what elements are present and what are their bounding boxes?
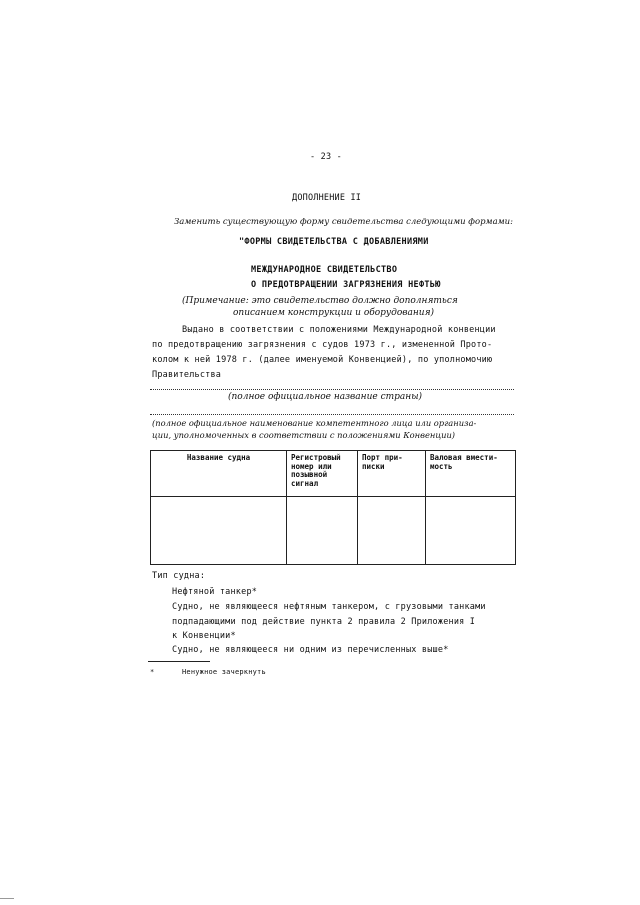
body-line-1: Выдано в соответствии с положениями Международной конвенции	[182, 325, 496, 335]
cell-ship-name	[151, 497, 287, 565]
certificate-title-line-1: МЕЖДУНАРОДНОЕ СВИДЕТЕЛЬСТВО	[251, 265, 398, 275]
body-line-2: по предотвращению загрязнения с судов 1973 г., измененной Прото-	[152, 340, 493, 350]
ship-type-label: Тип судна:	[152, 571, 206, 581]
ship-type-item: подпадающими под действие пункта 2 правила 2 Приложения I	[172, 617, 476, 627]
ship-type-item: к Конвенции*	[172, 631, 236, 641]
ship-type-item: Судно, не являющееся ни одним из перечисленных выше*	[172, 645, 449, 655]
ship-particulars-table	[150, 450, 516, 565]
body-line-3: колом к ней 1978 г. (далее именуемой Конвенцией), по уполномочию	[152, 355, 493, 365]
footnote-text: Ненужное зачеркнуть	[182, 668, 266, 676]
table-row	[151, 497, 516, 565]
certificate-title-line-2: О ПРЕДОТВРАЩЕНИИ ЗАГРЯЗНЕНИЯ НЕФТЬЮ	[251, 280, 441, 290]
cell-port-of-registry	[358, 497, 426, 565]
note-line-2: описанием конструкции и оборудования)	[233, 308, 435, 318]
country-blank-line	[150, 389, 514, 390]
body-line-4: Правительства	[152, 370, 222, 380]
note-line-1: (Примечание: это свидетельство должно дополняться	[182, 296, 458, 306]
organization-caption-line-2: ции, уполномоченных в соответствии с положениями Конвенции)	[152, 430, 456, 440]
replacement-instruction: Заменить существующую форму свидетельства следующими формами:	[174, 217, 514, 227]
header-port-of-registry: Порт при- писки	[358, 451, 426, 497]
cell-gross-tonnage	[426, 497, 516, 565]
appendix-heading: ДОПОЛНЕНИЕ II	[292, 193, 362, 203]
forms-title: "ФОРМЫ СВИДЕТЕЛЬСТВА С ДОБАВЛЕНИЯМИ	[239, 237, 429, 247]
ship-type-item: Судно, не являющееся нефтяным танкером, с грузовыми танками	[172, 602, 486, 612]
footnote-mark: *	[150, 668, 155, 676]
header-ship-name: Название судна	[151, 451, 287, 497]
cell-registry-number	[287, 497, 358, 565]
page-number: - 23 -	[310, 152, 342, 162]
country-caption: (полное официальное название страны)	[228, 392, 423, 402]
header-registry-number: Регистровый номер или позывной сигнал	[287, 451, 358, 497]
footnote-divider	[148, 661, 210, 662]
organization-blank-line	[150, 414, 514, 415]
ship-type-item: Нефтяной танкер*	[172, 587, 258, 597]
table-header-row	[151, 451, 516, 497]
header-gross-tonnage: Валовая вмести- мость	[426, 451, 516, 497]
scan-edge-mark	[0, 898, 14, 899]
organization-caption-line-1: (полное официальное наименование компетентного лица или организа-	[152, 418, 477, 428]
